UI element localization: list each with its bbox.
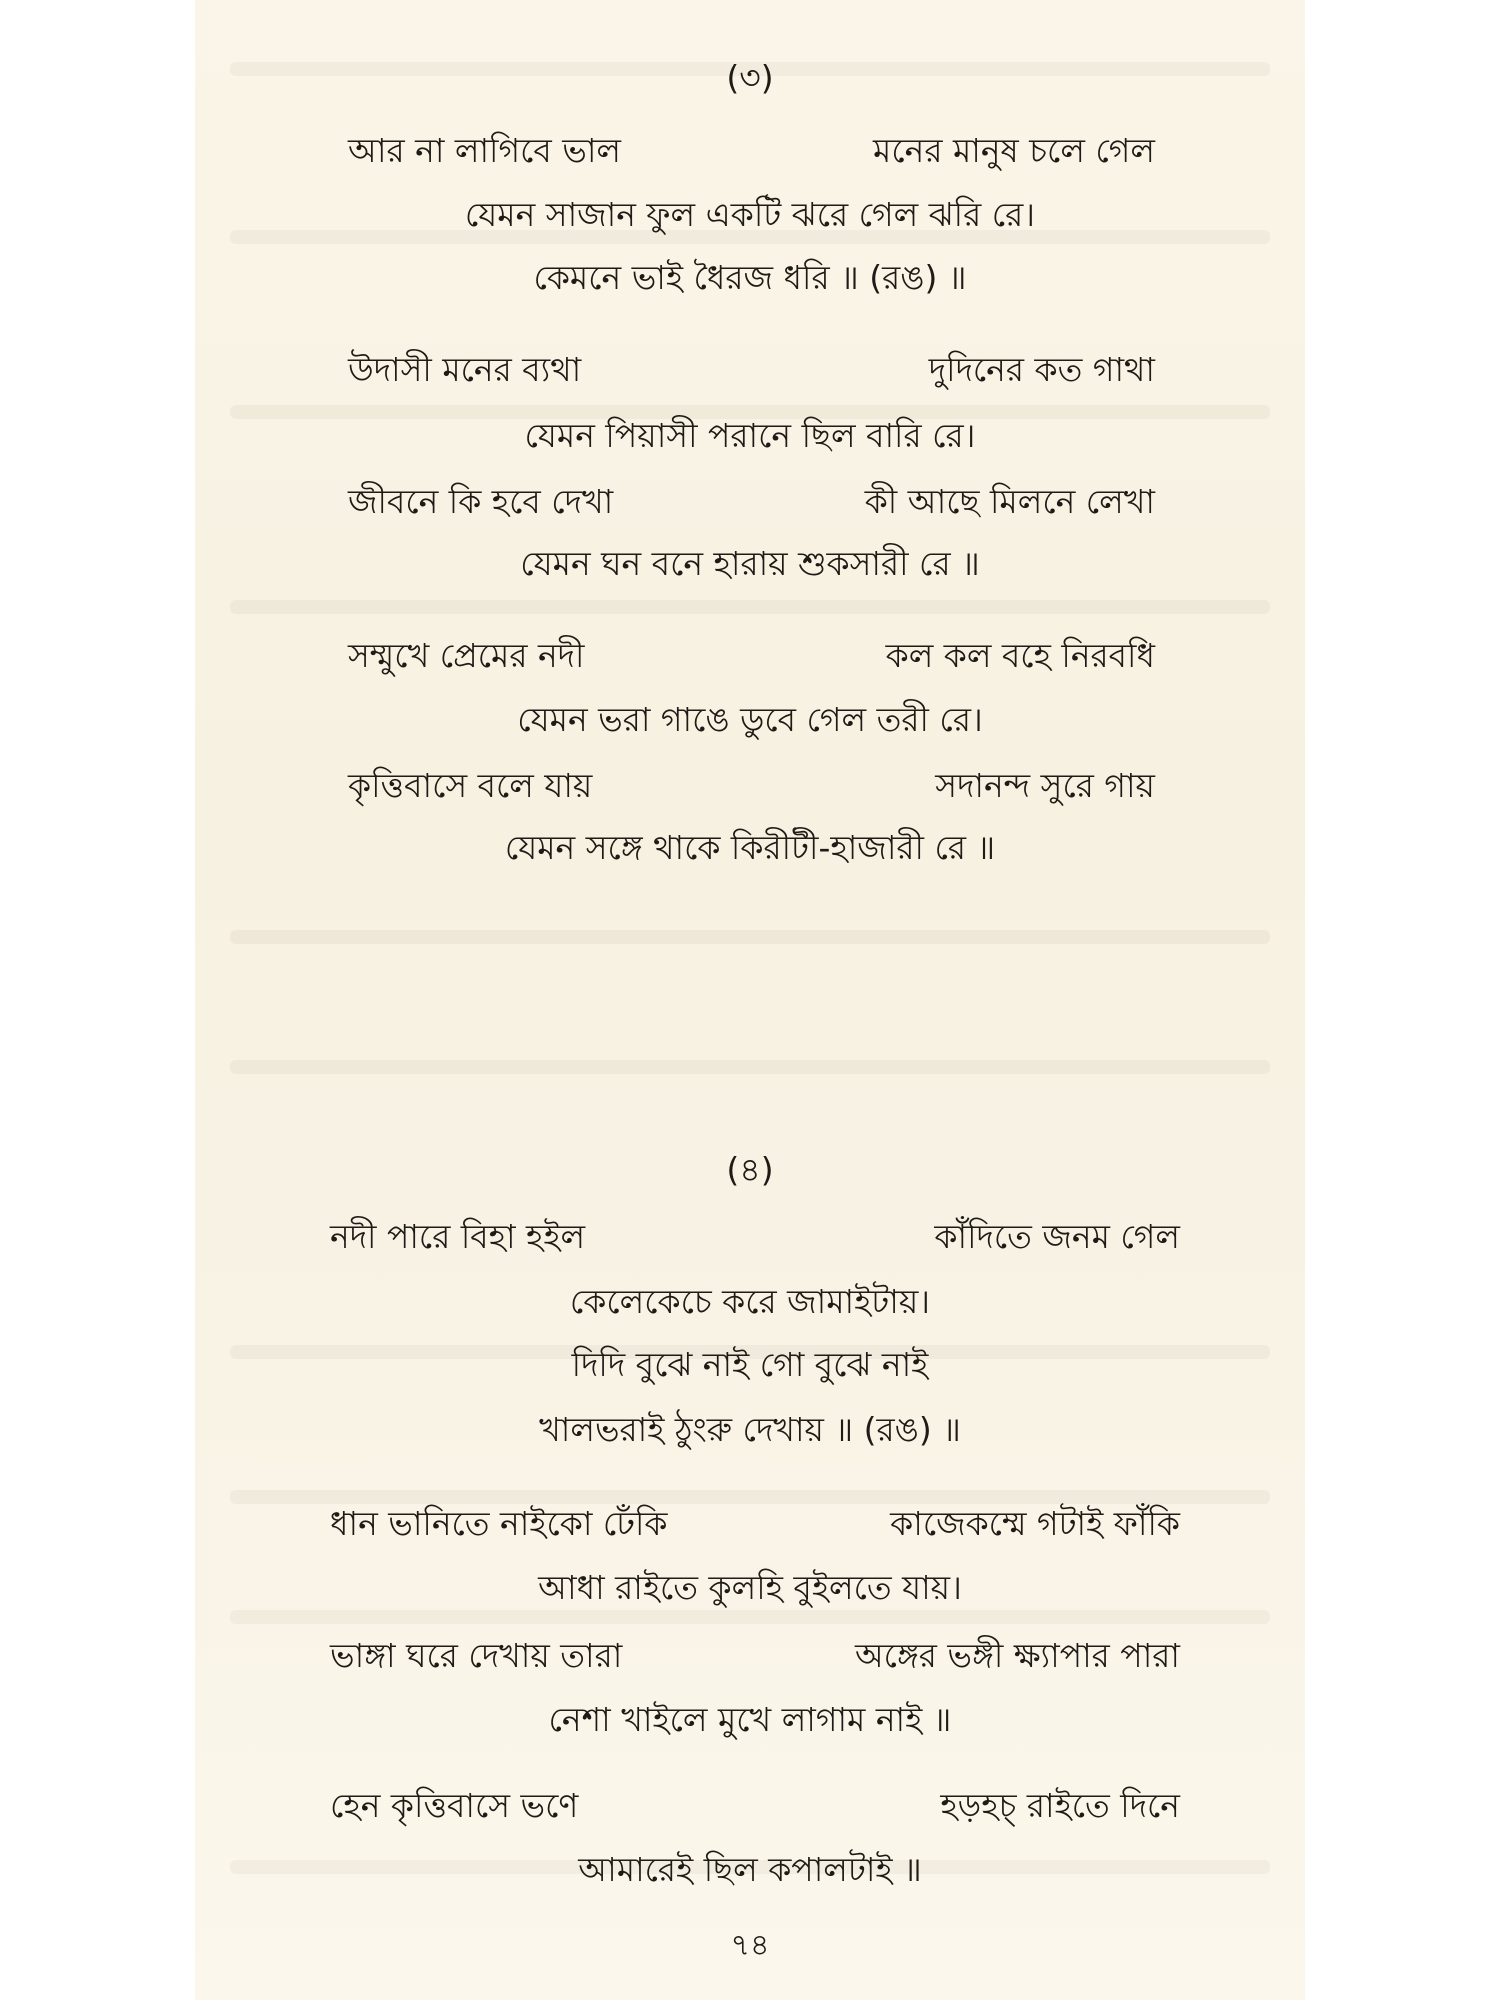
song-4-line-7-right: অঙ্গের ভঙ্গী ক্ষ্যাপার পারা xyxy=(855,1636,1180,1675)
song-4-line-5-left: ধান ভানিতে নাইকো ঢেঁকি xyxy=(330,1504,668,1543)
song-3-line-2: যেমন সাজান ফুল একটি ঝরে গেল ঝরি রে। xyxy=(464,195,1036,234)
song-4-line-9-left: হেন কৃত্তিবাসে ভণে xyxy=(330,1786,579,1825)
song-3-line-9: যেমন ভরা গাঙে ডুবে গেল তরী রে। xyxy=(517,700,983,739)
song-4-heading: (৪) xyxy=(726,1150,774,1189)
song-3-line-6-right: কী আছে মিলনে লেখা xyxy=(864,482,1155,521)
song-3-line-4-right: দুদিনের কত গাথা xyxy=(928,350,1155,389)
song-4-line-8: নেশা খাইলে মুখে লাগাম নাই ॥ xyxy=(548,1700,952,1739)
song-3-line-5: যেমন পিয়াসী পরানে ছিল বারি রে। xyxy=(524,416,976,455)
bleed-through-line xyxy=(230,1060,1270,1074)
song-3-refrain: কেমনে ভাই ধৈরজ ধরি ॥ (রঙ) ॥ xyxy=(533,258,967,297)
song-3-line-11: যেমন সঙ্গে থাকে কিরীটী-হাজারী রে ॥ xyxy=(504,828,996,867)
song-4-line-1-right: কাঁদিতে জনম গেল xyxy=(934,1217,1180,1256)
song-4-line-7-left: ভাঙ্গা ঘরে দেখায় তারা xyxy=(330,1636,623,1675)
song-3-line-10-right: সদানন্দ সুরে গায় xyxy=(935,766,1155,805)
page-number: ৭৪ xyxy=(730,1928,770,1963)
song-4-line-3: দিদি বুঝে নাই গো বুঝে নাই xyxy=(571,1345,929,1384)
bleed-through-line xyxy=(230,930,1270,944)
bleed-through-line xyxy=(230,600,1270,614)
song-3-line-8-right: কল কল বহে নিরবধি xyxy=(885,636,1155,675)
song-3-line-1-left: আর না লাগিবে ভাল xyxy=(348,131,621,170)
song-4-line-2: কেলেকেচে করে জামাইটায়। xyxy=(569,1282,931,1321)
song-3-line-8-left: সম্মুখে প্রেমের নদী xyxy=(348,636,585,675)
song-3-line-4-left: উদাসী মনের ব্যথা xyxy=(348,350,582,389)
bleed-through-line xyxy=(230,1610,1270,1624)
bleed-through-line xyxy=(230,1490,1270,1504)
song-4-line-9-right: হড়হচ্ রাইতে দিনে xyxy=(940,1786,1180,1825)
song-4-refrain: খালভরাই ঠুংরু দেখায় ॥ (রঙ) ॥ xyxy=(539,1410,961,1449)
song-3-line-6-left: জীবনে কি হবে দেখা xyxy=(348,482,614,521)
song-3-heading: (৩) xyxy=(726,58,774,97)
song-4-line-1-left: নদী পারে বিহা হইল xyxy=(330,1217,586,1256)
song-4-line-6: আধা রাইতে কুলহি বুইলতে যায়। xyxy=(538,1568,962,1607)
song-4-line-5-right: কাজেকম্মে গটাই ফাঁকি xyxy=(890,1504,1180,1543)
song-4-line-10: আমারেই ছিল কপালটাই ॥ xyxy=(578,1850,922,1889)
song-3-line-1-right: মনের মানুষ চলে গেল xyxy=(873,131,1155,170)
song-3-line-7: যেমন ঘন বনে হারায় শুকসারী রে ॥ xyxy=(520,544,980,583)
song-3-line-10-left: কৃত্তিবাসে বলে যায় xyxy=(348,766,593,805)
